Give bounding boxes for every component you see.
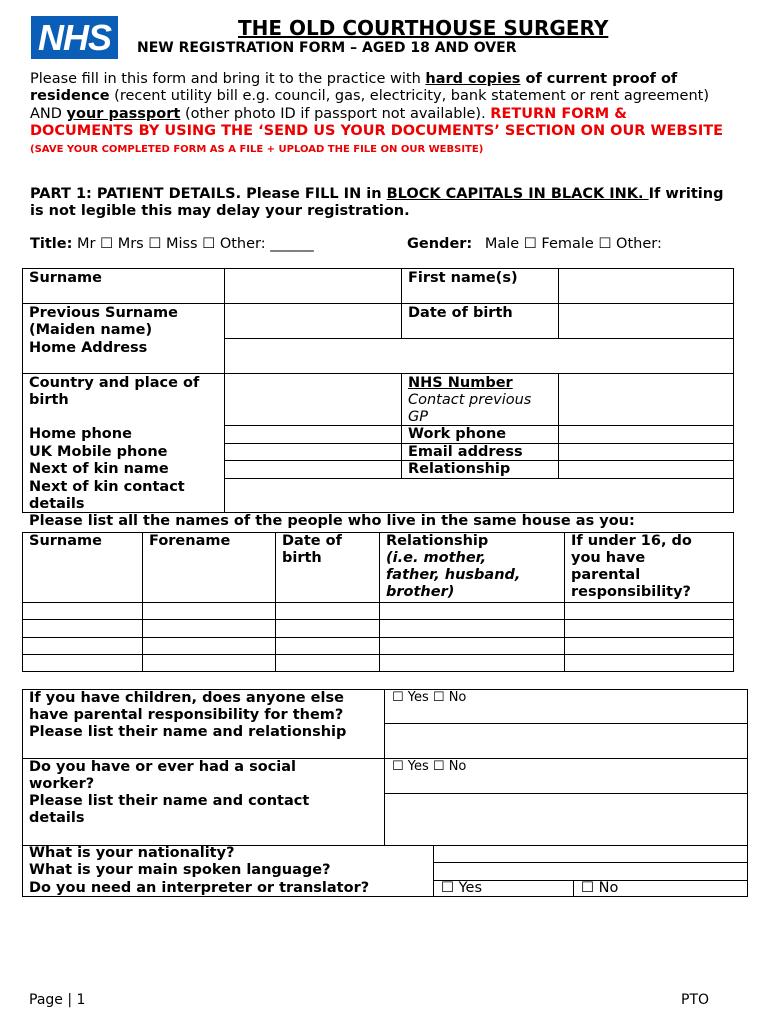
page-number: Page | 1 <box>29 992 86 1008</box>
part1-text-2: If writing is not legible this may delay your registration. <box>30 186 724 219</box>
dob-label: Date of birth <box>408 305 513 321</box>
col-under16-2: you have <box>571 550 646 566</box>
intro-save-note: (SAVE YOUR COMPLETED FORM AS A FILE + UPLOAD THE FILE ON OUR WEBSITE) <box>30 144 484 156</box>
col-relationship-4: brother) <box>386 584 455 600</box>
spoken-language-field[interactable] <box>434 863 747 879</box>
part1-text-1: PART 1: PATIENT DETAILS. Please FILL IN in <box>30 186 387 202</box>
col-under16-3: parental <box>571 567 641 583</box>
intro-text-3: (recent utility bill e.g. council, gas, electricity, bank statement or rent agreement) AND <box>30 88 709 122</box>
nok-details-label: details <box>29 496 85 512</box>
nationality-label: What is your nationality? <box>29 845 235 861</box>
household-prompt: Please list all the names of the people who live in the same house as you: <box>29 513 635 529</box>
interpreter-label: Do you need an interpreter or translator? <box>29 880 370 896</box>
col-under16-4: responsibility? <box>571 584 691 600</box>
contact-previous-label: Contact previous <box>408 392 532 408</box>
home-address-field[interactable] <box>225 339 733 372</box>
intro-hard-copies: hard copies <box>425 71 521 87</box>
intro-text-4: (other photo ID if passport not available). <box>180 105 491 122</box>
title-label: Title: <box>30 236 73 252</box>
interpreter-no[interactable]: ☐ No <box>581 880 619 896</box>
col-forename: Forename <box>149 533 231 549</box>
gender-options[interactable]: Male ☐ Female ☐ Other: <box>484 236 662 252</box>
col-relationship-3: father, husband, <box>386 567 521 583</box>
children-list-field[interactable] <box>385 724 747 757</box>
social-q-1: Do you have or ever had a social <box>29 759 297 775</box>
intro-residence: residence <box>30 88 110 105</box>
pto-label: PTO <box>681 992 710 1008</box>
title-row <box>30 236 314 252</box>
work-phone-label: Work phone <box>408 426 507 442</box>
intro-paragraph <box>30 71 730 158</box>
social-yes-no[interactable]: ☐ Yes ☐ No <box>392 759 467 774</box>
nationality-field[interactable] <box>434 846 747 861</box>
first-names-field[interactable] <box>559 269 733 302</box>
first-names-label: First name(s) <box>408 270 518 286</box>
col-under16-1: If under 16, do <box>571 533 692 549</box>
page-title: THE OLD COURTHOUSE SURGERY <box>238 16 609 40</box>
previous-surname-label: Previous Surname <box>29 305 178 321</box>
spoken-language-label: What is your main spoken language? <box>29 862 331 878</box>
intro-return-text: RETURN FORM & DOCUMENTS BY USING THE ‘SEND US YOUR DOCUMENTS’ SECTION ON OUR WEBSITE <box>30 105 724 139</box>
title-options[interactable]: Mr ☐ Mrs ☐ Miss ☐ Other: ______ <box>77 236 314 252</box>
intro-text-1: Please fill in this form and bring it to the practice with <box>30 71 426 87</box>
maiden-name-label: (Maiden name) <box>29 322 153 338</box>
gender-row <box>407 236 662 252</box>
col-dob-1: Date of <box>282 533 342 549</box>
surname-label: Surname <box>29 270 102 286</box>
surname-field[interactable] <box>225 269 400 302</box>
nhs-number-label: NHS Number <box>408 375 513 391</box>
col-relationship-1: Relationship <box>386 533 489 549</box>
social-list-field[interactable] <box>385 794 747 845</box>
social-list-label-1: Please list their name and contact <box>29 793 310 809</box>
intro-text-2: of current proof of <box>520 71 678 87</box>
col-relationship-2: (i.e. mother, <box>386 550 487 566</box>
nok-contact-field[interactable] <box>225 479 733 512</box>
birth-label: birth <box>29 392 69 408</box>
col-surname: Surname <box>29 533 102 549</box>
home-phone-label: Home phone <box>29 426 132 442</box>
children-yes-no[interactable]: ☐ Yes ☐ No <box>392 690 467 705</box>
gender-label: Gender: <box>407 236 473 252</box>
interpreter-yes[interactable]: ☐ Yes <box>441 880 483 896</box>
country-place-field[interactable] <box>225 374 400 424</box>
gp-label: GP <box>408 409 428 425</box>
home-address-label: Home Address <box>29 340 148 356</box>
part1-block-capitals: BLOCK CAPITALS IN BLACK INK. <box>386 186 649 202</box>
nok-contact-label: Next of kin contact <box>29 479 185 495</box>
part1-heading <box>30 186 730 220</box>
children-q-2: have parental responsibility for them? <box>29 707 344 723</box>
country-place-label: Country and place of <box>29 375 200 391</box>
nhs-logo: NHS <box>31 16 118 59</box>
email-label: Email address <box>408 444 523 460</box>
intro-passport: your passport <box>66 105 181 122</box>
social-q-2: worker? <box>29 776 95 792</box>
nhs-number-field[interactable] <box>559 374 733 424</box>
next-of-kin-label: Next of kin name <box>29 461 169 477</box>
uk-mobile-label: UK Mobile phone <box>29 444 168 460</box>
dob-field[interactable] <box>559 304 733 337</box>
page-subtitle: NEW REGISTRATION FORM – AGED 18 AND OVER <box>137 40 517 56</box>
social-list-label-2: details <box>29 810 85 826</box>
children-q-1: If you have children, does anyone else <box>29 690 344 706</box>
relationship-label: Relationship <box>408 461 511 477</box>
children-list-label: Please list their name and relationship <box>29 724 347 740</box>
previous-surname-field[interactable] <box>225 304 400 337</box>
col-dob-2: birth <box>282 550 322 566</box>
